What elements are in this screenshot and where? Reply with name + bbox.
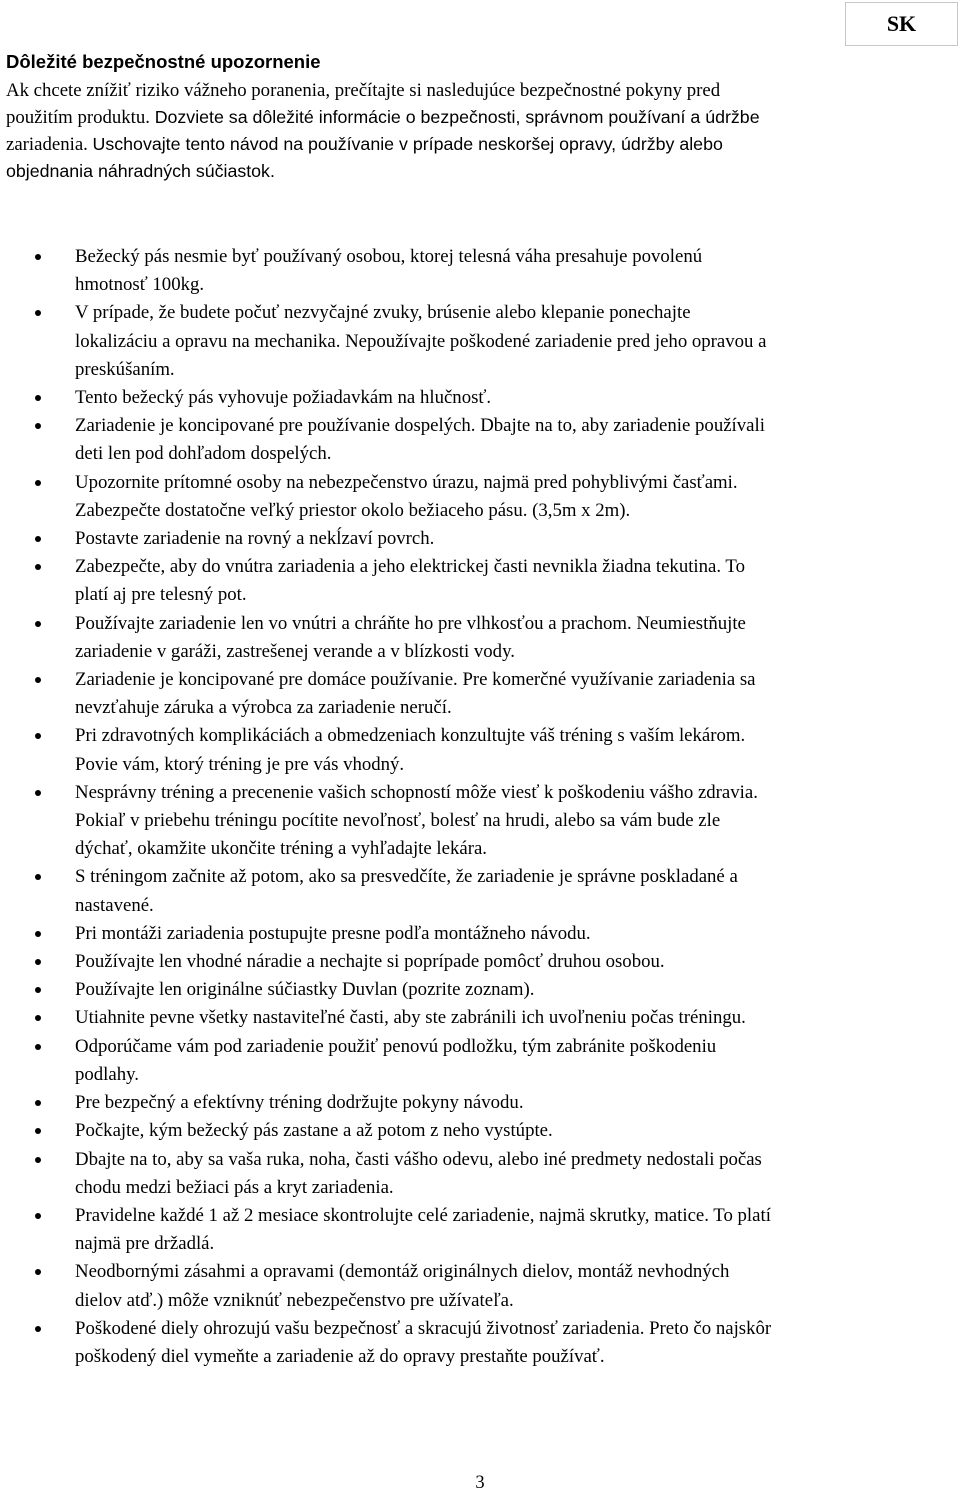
list-item-line: nastavené. (75, 894, 154, 916)
list-item-line: Odporúčame vám pod zariadenie použiť penovú podložku, tým zabránite poškodeniu (75, 1035, 717, 1057)
intro-text-sans: Uschovajte tento návod na používanie v prípade neskoršej opravy, údržby alebo (92, 134, 723, 154)
intro-line (6, 104, 956, 131)
list-item (0, 299, 960, 384)
list-item-line: Povie vám, ktorý tréning je pre vás vhodný. (75, 753, 405, 775)
list-item (0, 1004, 960, 1032)
list-item-line: Pre bezpečný a efektívny tréning dodržujte pokyny návodu. (75, 1092, 524, 1114)
list-item-line: Nesprávny tréning a precenenie vašich schopností môže viesť k poškodeniu vášho zdravia. (75, 781, 758, 803)
list-item (0, 666, 960, 722)
list-item-line: Pri montáži zariadenia postupujte presne podľa montážneho návodu. (75, 922, 591, 944)
bullet-icon (35, 677, 41, 683)
bullet-icon (35, 1100, 41, 1106)
list-item (0, 1146, 960, 1202)
list-item (0, 920, 960, 948)
bullet-icon (35, 874, 41, 880)
list-item-line: hmotnosť 100kg. (75, 274, 205, 296)
list-item-line: Zariadenie je koncipované pre domáce používanie. Pre komerčné využívanie zariadenia sa (75, 669, 756, 691)
list-item-line: V prípade, že budete počuť nezvyčajné zvuky, brúsenie alebo klepanie ponechajte (75, 302, 691, 324)
page-number: 3 (475, 1473, 485, 1493)
bullet-icon (35, 1213, 41, 1219)
list-item-line: Zariadenie je koncipované pre používanie dospelých. Dbajte na to, aby zariadenie používali (75, 415, 765, 437)
list-item (0, 1202, 960, 1258)
bullet-icon (35, 987, 41, 993)
language-badge: SK (845, 2, 958, 46)
list-item (0, 525, 960, 553)
bullet-icon (35, 423, 41, 429)
bullet-icon (35, 621, 41, 627)
list-item-line: Upozornite prítomné osoby na nebezpečenstvo úrazu, najmä pred pohyblivými časťami. (75, 471, 738, 493)
list-item (0, 1258, 960, 1314)
list-item (0, 469, 960, 525)
list-item (0, 863, 960, 919)
list-item (0, 1033, 960, 1089)
intro-text-serif: použitím produktu. (6, 107, 155, 128)
list-item-line: platí aj pre telesný pot. (75, 584, 247, 606)
list-item-line: zariadenie v garáži, zastrešenej verande a v blízkosti vody. (75, 640, 515, 662)
bullet-icon (35, 254, 41, 260)
intro-text-serif: Ak chcete znížiť riziko vážneho poranenia, prečítajte si nasledujúce bezpečnostné pokyny pred (6, 80, 721, 101)
intro-paragraph (6, 77, 956, 185)
list-item (0, 412, 960, 468)
list-item-line: nevzťahuje záruka a výrobca za zariadenie neručí. (75, 697, 452, 719)
list-item (0, 948, 960, 976)
list-item (0, 1117, 960, 1145)
intro-text-sans: objednania náhradných súčiastok. (6, 161, 275, 181)
bullet-icon (35, 1157, 41, 1163)
list-item-line: chodu medzi bežiaci pás a kryt zariadenia. (75, 1176, 394, 1198)
list-item-line: S tréningom začnite až potom, ako sa presvedčíte, že zariadenie je správne poskladané a (75, 866, 738, 888)
intro-line (6, 77, 956, 104)
list-item (0, 779, 960, 864)
bullet-icon (35, 310, 41, 316)
list-item-line: Poškodené diely ohrozujú vašu bezpečnosť a skracujú životnosť zariadenia. Preto čo najskôr (75, 1317, 772, 1339)
intro-text-serif: zariadenia. (6, 134, 93, 155)
list-item-line: poškodený diel vymeňte a zariadenie až do opravy prestaňte používať. (75, 1345, 605, 1367)
list-item (0, 553, 960, 609)
list-item-line: najmä pre držadlá. (75, 1233, 215, 1255)
list-item-line: Bežecký pás nesmie byť používaný osobou, ktorej telesná váha presahuje povolenú (75, 246, 703, 267)
list-item (0, 722, 960, 778)
bullet-icon (35, 959, 41, 965)
list-item-line: deti len pod dohľadom dospelých. (75, 443, 332, 465)
list-item-line: Dbajte na to, aby sa vaša ruka, noha, časti vášho odevu, alebo iné predmety nedostali počas (75, 1148, 762, 1170)
list-item-line: Utiahnite pevne všetky nastaviteľné časti, aby ste zabránili ich uvoľneniu počas tréningu. (75, 1007, 746, 1029)
list-item (0, 1089, 960, 1117)
intro-line (6, 158, 956, 185)
list-item-line: podlahy. (75, 1063, 139, 1085)
list-item-line: Používajte len originálne súčiastky Duvlan (pozrite zoznam). (75, 979, 535, 1001)
bullet-icon (35, 480, 41, 486)
list-item-line: Neodbornými zásahmi a opravami (demontáž originálnych dielov, montáž nevhodných (75, 1261, 730, 1283)
list-item-line: Používajte zariadenie len vo vnútri a chráňte ho pre vlhkosťou a prachom. Neumiestňujte (75, 612, 746, 634)
bullet-icon (35, 536, 41, 542)
list-item-line: Používajte len vhodné náradie a nechajte si poprípade pomôcť druhou osobou. (75, 951, 665, 973)
bullet-icon (35, 733, 41, 739)
list-item-line: Počkajte, kým bežecký pás zastane a až potom z neho vystúpte. (75, 1120, 553, 1142)
intro-line (6, 131, 956, 158)
bullet-icon (35, 931, 41, 937)
list-item (0, 976, 960, 1004)
list-item-line: Postavte zariadenie na rovný a nekĺzaví povrch. (75, 528, 435, 550)
bullet-icon (35, 1269, 41, 1275)
safety-instructions-list (0, 243, 960, 1371)
bullet-icon (35, 1015, 41, 1021)
list-item-line: dielov atď.) môže vzniknúť nebezpečenstvo pre užívateľa. (75, 1289, 514, 1311)
page-heading: Dôležité bezpečnostné upozornenie (6, 51, 321, 72)
list-item-line: Zabezpečte, aby do vnútra zariadenia a jeho elektrickej časti nevnikla žiadna tekutina. To (75, 556, 745, 578)
list-item (0, 243, 960, 299)
list-item-line: preskúšaním. (75, 358, 175, 380)
bullet-icon (35, 1326, 41, 1332)
intro-text-sans: Dozviete sa dôležité informácie o bezpečnosti, správnom používaní a údržbe (154, 107, 760, 127)
list-item-line: Pravidelne každé 1 až 2 mesiace skontrolujte celé zariadenie, najmä skrutky, matice. To platí (75, 1204, 771, 1226)
list-item-line: Zabezpečte dostatočne veľký priestor okolo bežiaceho pásu. (3,5m x 2m). (75, 499, 631, 521)
list-item-line: Pokiaľ v priebehu tréningu pocítite nevoľnosť, bolesť na hrudi, alebo sa vám bude zle (75, 810, 721, 832)
list-item (0, 1315, 960, 1371)
list-item (0, 384, 960, 412)
bullet-icon (35, 395, 41, 401)
list-item (0, 610, 960, 666)
list-item-line: lokalizáciu a opravu na mechanika. Nepoužívajte poškodené zariadenie pred jeho opravou a (75, 330, 767, 352)
list-item-line: dýchať, okamžite ukončite tréning a vyhľadajte lekára. (75, 838, 487, 860)
list-item-line: Tento bežecký pás vyhovuje požiadavkám na hlučnosť. (75, 387, 492, 409)
list-item-line: Pri zdravotných komplikáciách a obmedzeniach konzultujte váš tréning s vaším lekárom. (75, 725, 746, 747)
bullet-icon (35, 564, 41, 570)
bullet-icon (35, 790, 41, 796)
bullet-icon (35, 1044, 41, 1050)
bullet-icon (35, 1128, 41, 1134)
